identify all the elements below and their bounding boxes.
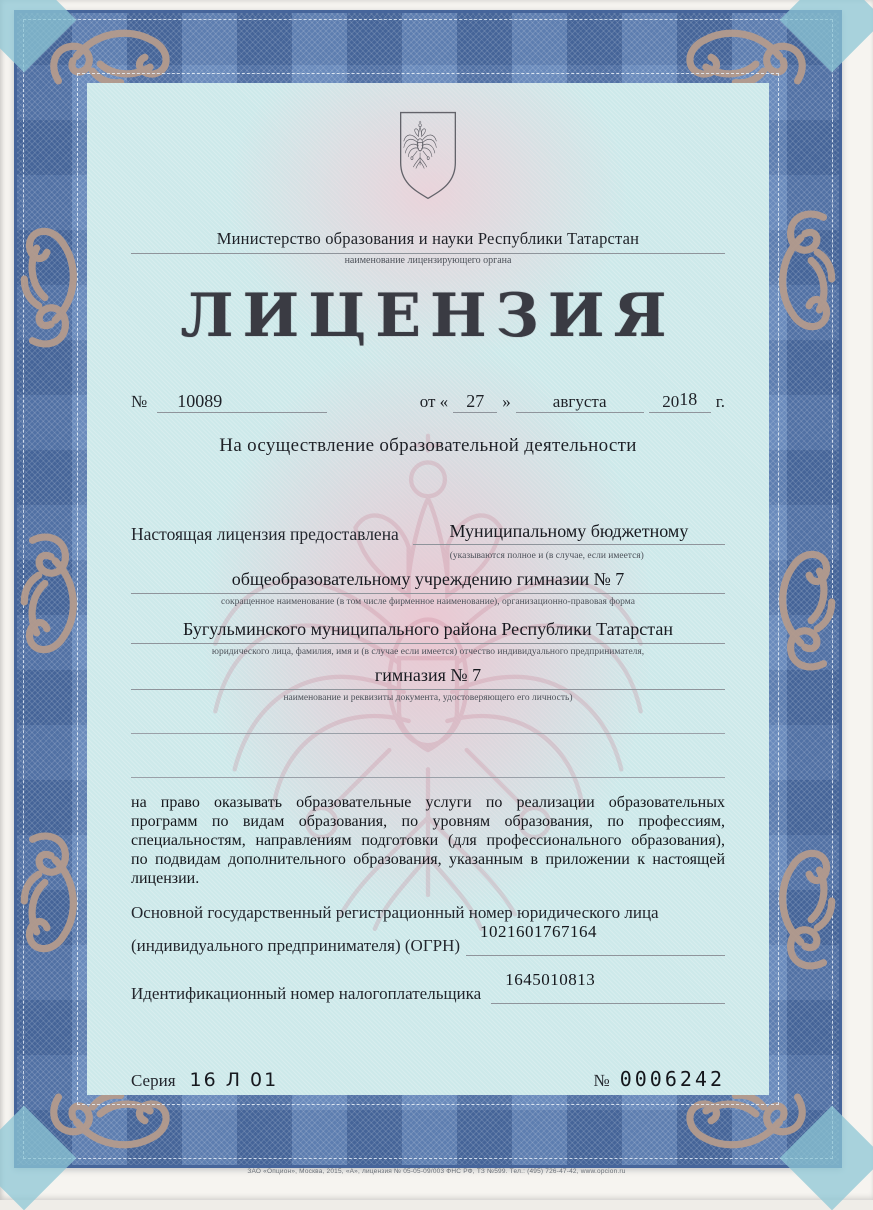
certificate-content [131,83,725,1095]
inn-fill-line [491,970,725,1004]
blank-ruled-line [131,777,725,778]
date-year-printed: 20 [662,392,680,411]
date-month-value: августа [516,392,644,413]
grantee-line-caption: (указываются полное и (в случае, если имеется) [449,551,644,561]
ogrn-label-line1: Основной государственный регистрационный номер юридического лица [131,903,659,922]
scroll-ornament-icon [14,826,86,976]
ogrn-row [131,922,725,956]
scroll-ornament-icon [770,204,842,354]
ogrn-label-line2: (индивидуального предпринимателя) (ОГРН) [131,936,461,955]
inn-label: Идентификационный номер налогоплательщика [131,984,482,1003]
scroll-ornament-icon [14,527,86,677]
grantee-line-value: Муниципальному бюджетному [413,521,725,545]
blank-number-value: 0006242 [619,1067,725,1091]
scroll-ornament-icon [770,527,842,677]
date-prefix: от « [419,392,449,411]
grantee-intro-row [131,521,725,545]
date-day-value: 27 [453,391,497,413]
grantee-line-value: общеобразовательному учреждению гимназии № 7 [131,569,725,594]
inn-value: 1645010813 [505,970,596,989]
ministry-name: Министерство образования и науки Республики Татарстан [131,229,725,254]
series-value: 16 Л 01 [189,1069,279,1091]
grantee-line-caption: юридического лица, фамилия, имя и (в случае если имеется) отчество индивидуального предпринимателя, [211,647,645,657]
license-certificate [14,10,842,1168]
print-credit: ЗАО «Опцион», Москва, 2015, «А», лицензия № 05-05-09/003 ФНС РФ, ТЗ №599. Тел.: (495) 726-47-42, www.opcion.ru [247,1168,626,1175]
ogrn-value: 1021601767164 [480,922,598,941]
date-close-quote: » [502,392,511,411]
grantee-line-value: Бугульминского муниципального района Республики Татарстан [131,619,725,644]
grantee-line-caption: сокращенное наименование (в том числе фирменное наименование), организационно-правовая форма [221,597,635,607]
license-title: ЛИЦЕНЗИЯ [180,281,676,351]
date-suffix: г. [715,392,725,411]
coat-of-arms-icon [131,105,725,210]
grantee-line-caption: наименование и реквизиты документа, удостоверяющего его личность) [283,693,573,703]
blank-number-label: № [593,1071,610,1090]
scroll-ornament-icon [770,826,842,976]
rights-paragraph: на право оказывать образовательные услуги по реализации образовательных программ по видам образования, по уровням образования, по профессиям, специальностям, направлениям подготовки (для профессионального образования), по подвидам дополнительного образования, указанным в приложении к настоящей лицензии. [131,794,725,887]
date-year-value [649,391,711,413]
series-label: Серия [131,1071,176,1090]
inn-row [131,970,725,1004]
blank-ruled-line [131,733,725,734]
license-subtitle: На осуществление образовательной деятельности [219,435,637,456]
grantee-intro-label: Настоящая лицензия предоставлена [131,524,399,544]
license-number-value: 10089 [157,391,327,413]
series-row [131,1067,725,1091]
grantee-line-value: гимназия № 7 [131,665,725,690]
date-year-written: 18 [679,389,698,409]
license-date [420,391,725,413]
license-number-row [131,391,725,413]
ministry-caption: наименование лицензирующего органа [344,255,512,266]
ogrn-fill-line [466,922,725,956]
inner-panel [87,83,769,1095]
scroll-ornament-icon [14,204,86,354]
license-number-label: № [131,392,148,411]
blank-number [593,1067,725,1091]
